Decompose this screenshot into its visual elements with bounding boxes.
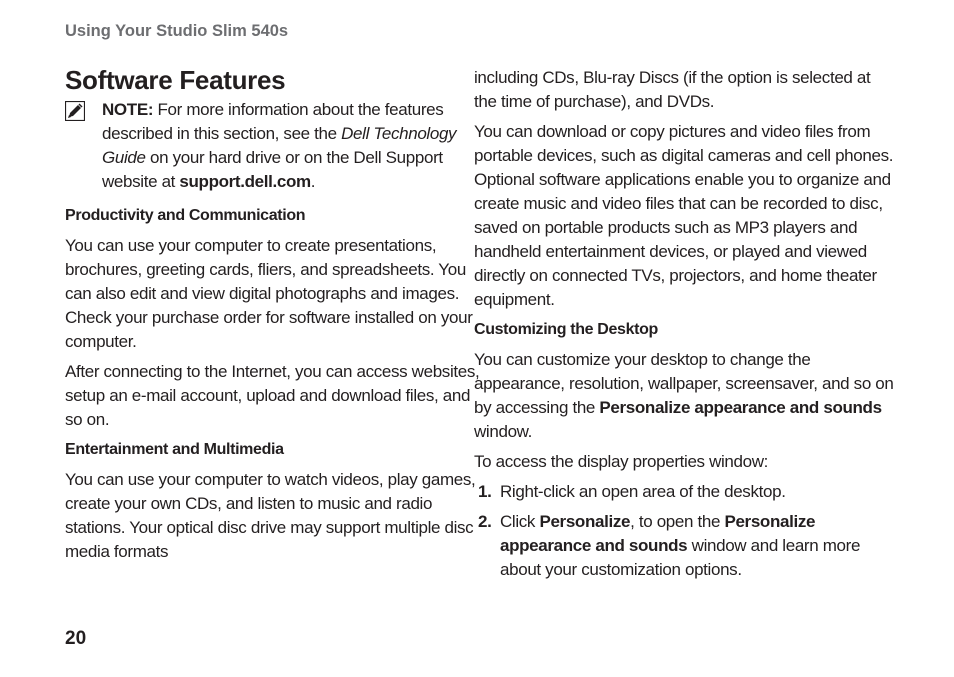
page-number: 20 [65, 628, 87, 649]
note-text-2: on your hard drive or on the Dell Support website at [102, 148, 443, 191]
note-label: NOTE: [102, 100, 154, 119]
personalize-window-name-2: Personalize appearance and sounds [500, 512, 816, 555]
note-pencil-icon [65, 101, 85, 121]
entertainment-paragraph-1: You can use your computer to watch videos, play games, create your own CDs, and listen to music and radio stations. Your optical disc drive may support multiple disc media formats [65, 470, 476, 561]
note-guide-title: Dell Technology Guide [102, 124, 457, 167]
note-block [65, 98, 485, 194]
personalize-window-name: Personalize appearance and sounds [599, 398, 882, 417]
customizing-paragraph-1 [474, 348, 894, 444]
running-header: Using Your Studio Slim 540s [65, 22, 289, 40]
step-1-number: 1. [478, 482, 492, 501]
customizing-text: You can customize your desktop to change the appearance, resolution, wallpaper, screensaver, and so on by accessing the [474, 350, 894, 417]
customizing-text-end: window. [474, 422, 533, 441]
support-link[interactable]: support.dell.com [179, 172, 311, 191]
step-2-text-a: Click [500, 512, 540, 531]
section-title: Software Features [65, 65, 286, 95]
note-end: . [310, 172, 316, 191]
entertainment-paragraph-2: You can download or copy pictures and video files from portable devices, such as digital cameras and cell phones. Optional software applications enable you to organize and create music and video files that can be recorded to disc, saved on portable products such as MP3 players and handheld entertainment devices, or played and viewed directly on connected TVs, projectors, and home theater equipment. [474, 122, 894, 309]
productivity-paragraph-2: After connecting to the Internet, you can access websites, setup an e-mail account, upload and download files, and so on. [65, 362, 480, 429]
step-2-text-e: window and learn more about your customization options. [500, 536, 861, 579]
step-2-number: 2. [478, 512, 492, 531]
step-1 [474, 480, 894, 504]
customizing-paragraph-2: To access the display properties window: [474, 452, 769, 471]
note-text: For more information about the features described in this section, see the [102, 100, 444, 143]
personalize-command: Personalize [539, 512, 631, 531]
productivity-heading: Productivity and Communication [65, 207, 306, 224]
step-2-text-c: , to open the [630, 512, 725, 531]
step-1-text: Right-click an open area of the desktop. [500, 482, 786, 501]
step-2 [474, 510, 894, 582]
customizing-heading: Customizing the Desktop [474, 321, 658, 338]
entertainment-paragraph-continued: including CDs, Blu-ray Discs (if the option is selected at the time of purchase), and DVDs. [474, 68, 871, 111]
right-column [474, 66, 894, 588]
productivity-paragraph-1: You can use your computer to create presentations, brochures, greeting cards, fliers, and spreadsheets. You can also edit and view digital photographs and images. Check your purchase order for software installed on your computer. [65, 236, 473, 351]
entertainment-heading: Entertainment and Multimedia [65, 441, 284, 458]
left-column [65, 64, 485, 570]
